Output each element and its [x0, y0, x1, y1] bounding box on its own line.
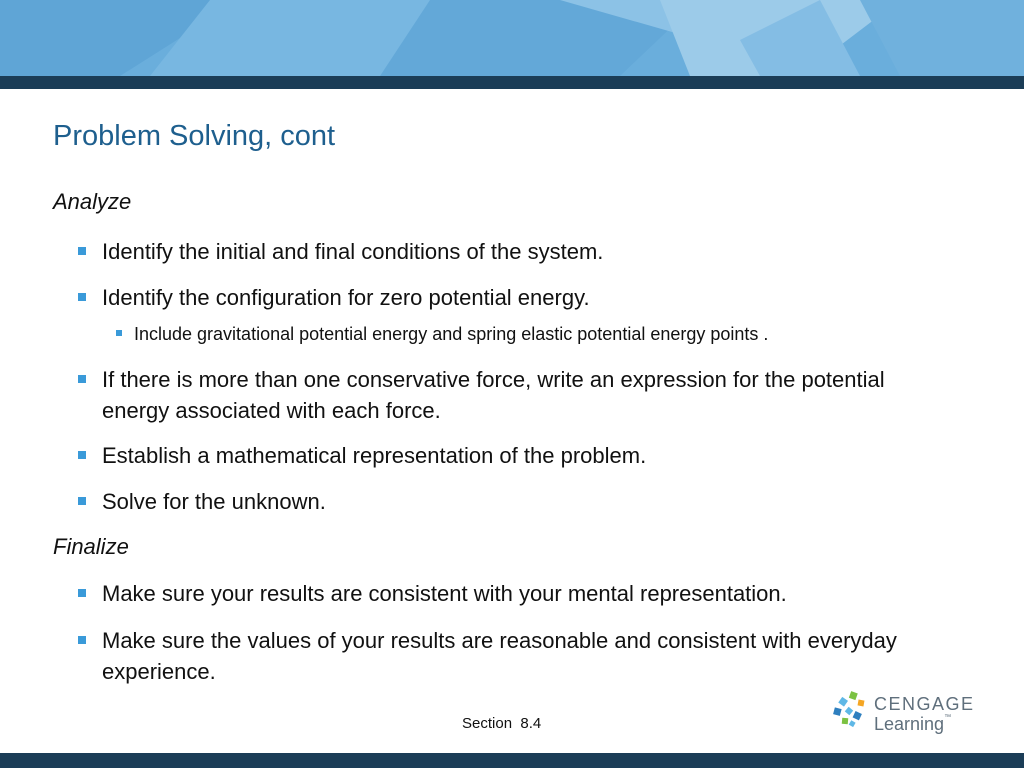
bullet-text: Identify the configuration for zero potential energy. [102, 285, 590, 310]
bullet-text: If there is more than one conservative force, write an expression for the potential energy associated with each force. [102, 367, 885, 423]
logo-trademark: ™ [944, 714, 952, 721]
footer-rule [0, 753, 1024, 768]
sub-bullet-item [116, 322, 976, 346]
bullet-text: Solve for the unknown. [102, 489, 326, 514]
sub-bullet-marker [116, 330, 122, 336]
bullet-item [78, 625, 948, 687]
banner-pattern [0, 0, 1024, 76]
footer-section-label: Section 8.4 [462, 715, 542, 732]
sub-bullet-text: Include gravitational potential energy and spring elastic potential energy points . [134, 324, 769, 344]
logo-wordmark-cengage: CENGAGE [874, 694, 975, 714]
bullet-item [78, 486, 948, 517]
bullet-text: Identify the initial and final conditions of the system. [102, 239, 604, 264]
cengage-learning-logo [832, 690, 982, 738]
bullet-marker [78, 451, 86, 459]
bullet-item [78, 578, 948, 609]
bullet-item [78, 364, 948, 426]
bullet-marker [78, 497, 86, 505]
header-rule [0, 76, 1024, 89]
bullet-marker [78, 589, 86, 597]
logo-wordmark-learning [874, 714, 951, 735]
header-banner [0, 0, 1024, 76]
bullet-item [78, 282, 948, 313]
cengage-mark-icon [832, 690, 870, 730]
slide-title: Problem Solving, cont [53, 120, 336, 152]
bullet-marker [78, 247, 86, 255]
bullet-marker [78, 636, 86, 644]
bullet-marker [78, 375, 86, 383]
bullet-item [78, 440, 948, 471]
bullet-text: Establish a mathematical representation of the problem. [102, 443, 647, 468]
section-heading-analyze: Analyze [53, 189, 132, 214]
bullet-text: Make sure your results are consistent with your mental representation. [102, 581, 787, 606]
bullet-text: Make sure the values of your results are reasonable and consistent with everyday experience. [102, 628, 897, 684]
logo-learning-text: Learning [874, 714, 945, 734]
bullet-marker [78, 293, 86, 301]
bullet-item [78, 236, 948, 267]
section-heading-finalize: Finalize [53, 534, 129, 559]
